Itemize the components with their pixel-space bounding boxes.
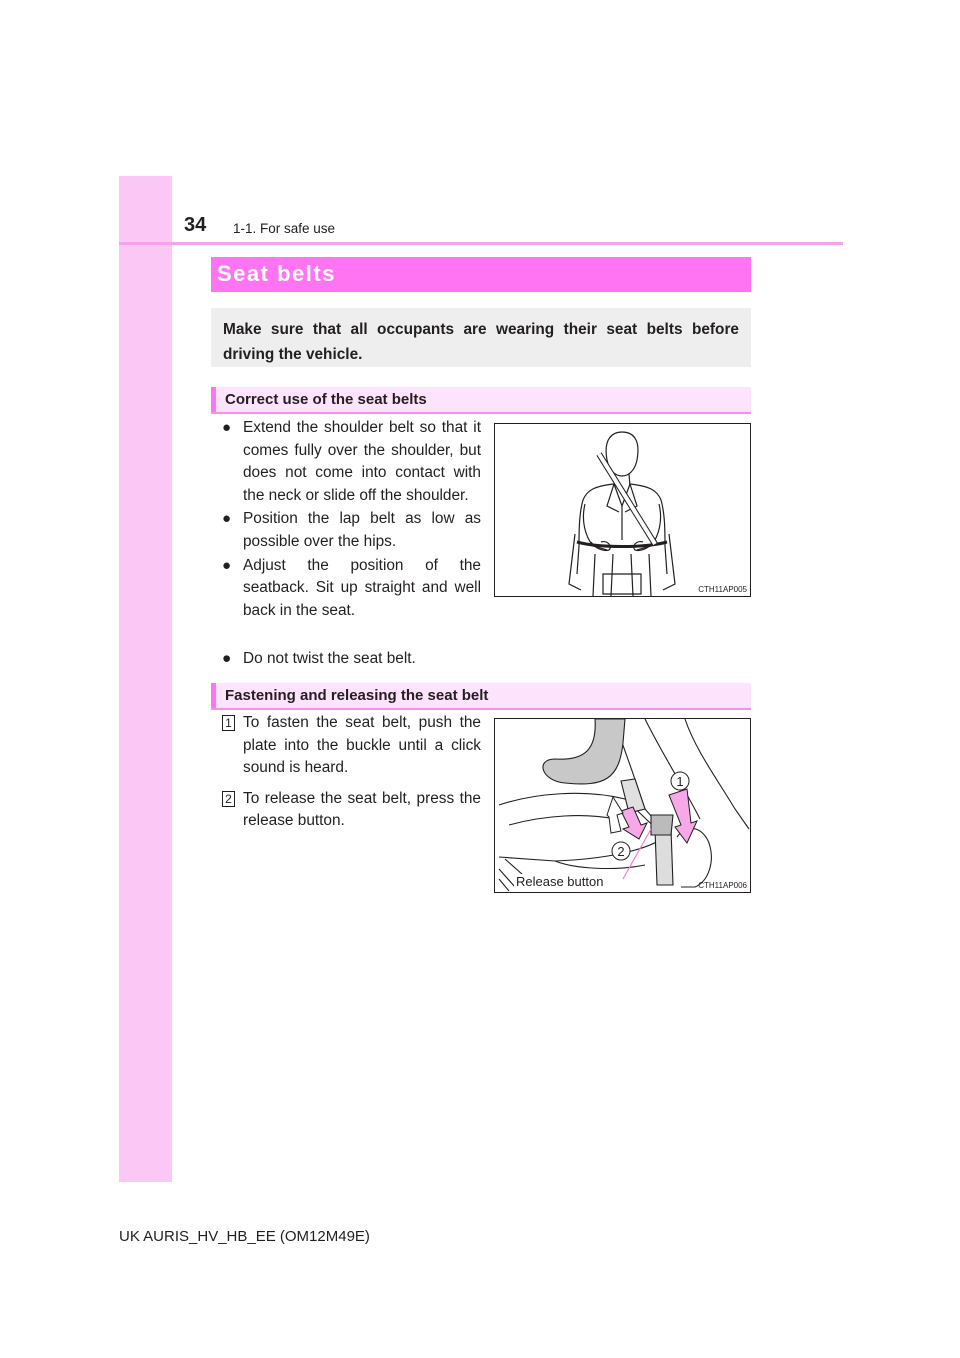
figure-seated-occupant <box>494 423 751 597</box>
list-item <box>222 417 481 507</box>
sub-header-correct-use-text: Correct use of the seat belts <box>225 391 427 408</box>
bullet-text: Extend the shoulder belt so that it comes fully over the shoulder, but does not come into contact with the neck or slide off the shoulder. <box>243 419 481 504</box>
bullet-text: Position the lap belt as low as possible over the hips. <box>243 510 481 550</box>
step-item <box>222 712 481 780</box>
buckle-illustration <box>495 719 750 892</box>
fastening-steps <box>222 712 481 841</box>
section-reference: 1-1. For safe use <box>233 221 336 236</box>
page-title-bar <box>211 257 751 292</box>
list-item <box>222 555 481 623</box>
step-number-badge: 2 <box>222 791 235 807</box>
footer-model-code: UK AURIS_HV_HB_EE (OM12M49E) <box>119 1228 370 1245</box>
release-button-label: Release button <box>516 874 604 889</box>
correct-use-bullet-list <box>222 417 481 623</box>
bullet-icon: ● <box>222 556 232 574</box>
intro-box: Make sure that all occupants are wearing their seat belts before driving the vehicle. <box>211 308 751 367</box>
bullet-icon: ● <box>222 650 232 667</box>
bullet-icon: ● <box>222 419 232 436</box>
seated-occupant-illustration <box>495 424 750 596</box>
page-title: Seat belts <box>217 261 336 286</box>
page-number: 34 <box>184 214 207 236</box>
list-item <box>222 648 722 671</box>
step-number-badge: 1 <box>222 715 235 731</box>
figure-code: CTH11AP006 <box>698 881 747 890</box>
bullet-icon: ● <box>222 510 232 528</box>
bullet-text: Do not twist the seat belt. <box>243 650 416 667</box>
callout-2: 2 <box>617 844 625 859</box>
step-text: To fasten the seat belt, push the plate into the buckle until a click sound is heard. <box>243 714 481 777</box>
figure-code: CTH11AP005 <box>698 585 747 594</box>
bullet-text: Adjust the position of the seatback. Sit up straight and well back in the seat. <box>243 556 481 619</box>
list-item <box>222 508 481 553</box>
sub-header-fastening-text: Fastening and releasing the seat belt <box>225 687 489 704</box>
sub-header-correct-use <box>211 387 751 414</box>
header-divider <box>119 242 843 245</box>
step-text: To release the seat belt, press the release button. <box>243 789 481 830</box>
figure-seat-belt-buckle <box>494 718 751 893</box>
side-tab-band <box>119 176 172 1182</box>
sub-header-fastening <box>211 683 751 710</box>
callout-1: 1 <box>676 774 684 789</box>
step-item <box>222 788 481 833</box>
